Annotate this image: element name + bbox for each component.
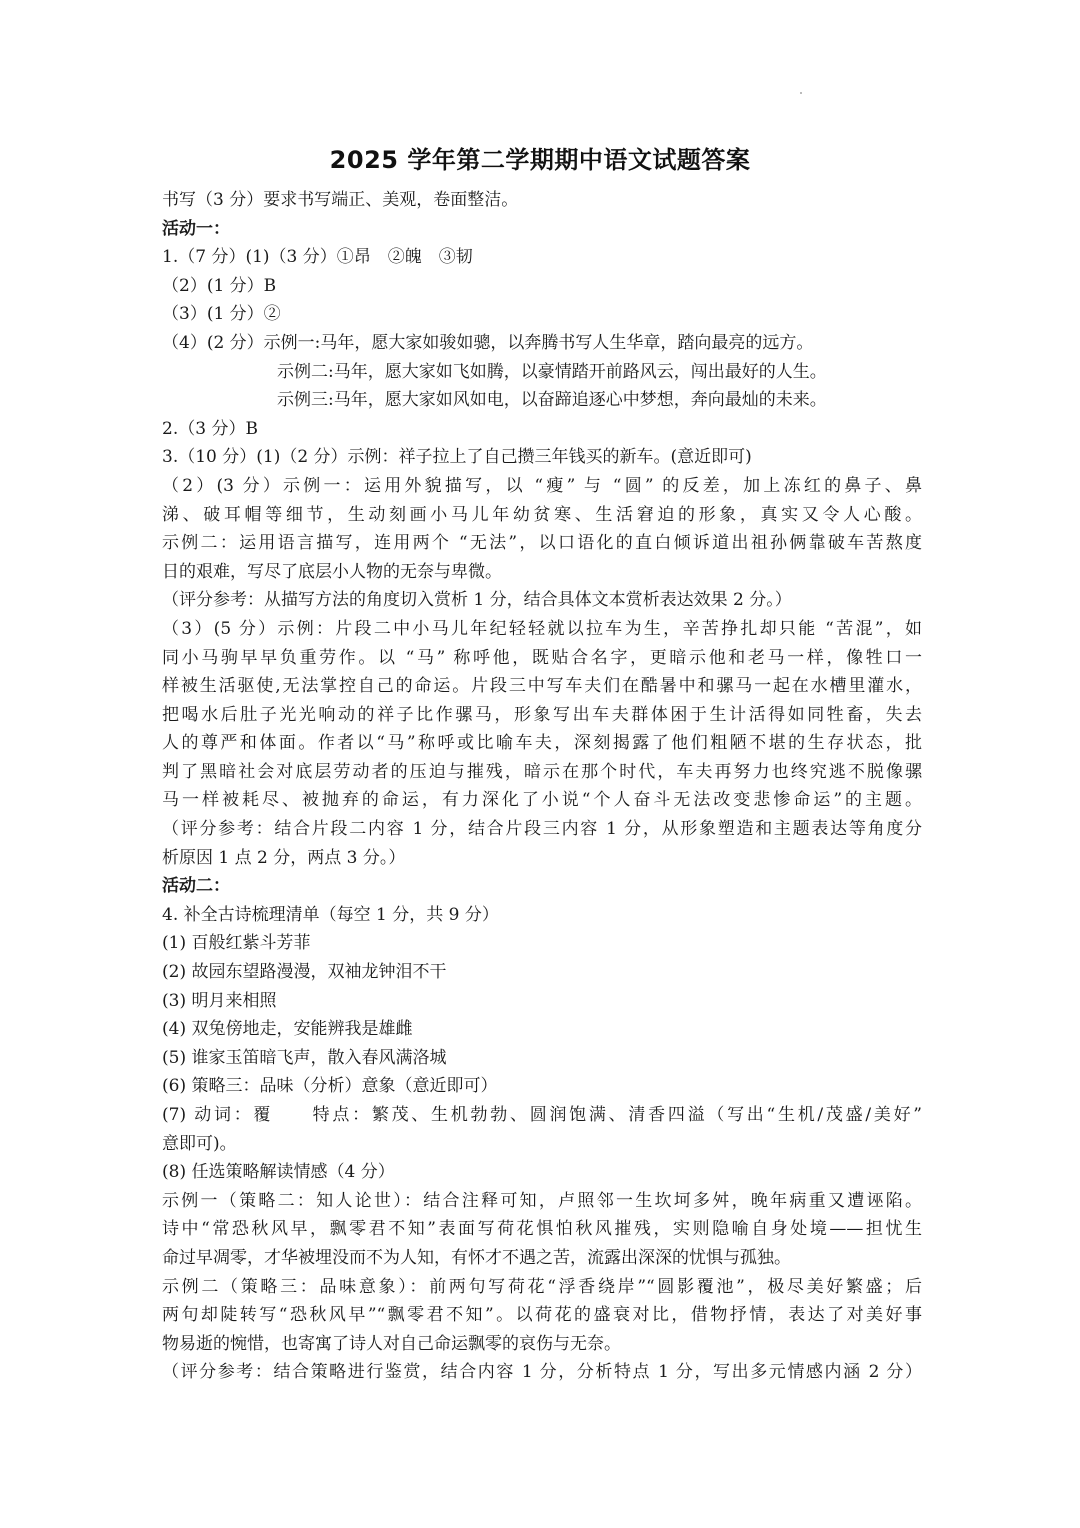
- scan-speck: [800, 92, 802, 94]
- line-q4-4: (4) 双兔傍地走，安能辨我是雄雌: [162, 1019, 413, 1040]
- line-q4-8: (8) 任选策略解读情感（4 分）: [162, 1162, 395, 1183]
- line-q3-3-f: 判了黑暗社会对底层劳动者的压迫与摧残，暗示在那个时代，车夫再努力也终究逃不脱像骡: [162, 761, 922, 782]
- line-q4-3: (3) 明月来相照: [162, 990, 277, 1011]
- line-q3-3-g: 马一样被耗尽、被抛弃的命运，有力深化了小说“个人奋斗无法改变悲惨命运”的主题。: [162, 790, 922, 811]
- line-q1-4-example-3: 示例三:马年，愿大家如风如电，以奋蹄追逐心中梦想，奔向最灿的未来。: [277, 390, 827, 411]
- line-handwriting: 书写（3 分）要求书写端正、美观，卷面整洁。: [162, 190, 519, 210]
- line-q1-4-example-1: （4）(2 分）示例一:马年，愿大家如骏如骢，以奔腾书写人生华章，踏向最亮的远方。: [162, 332, 814, 353]
- section-heading-activity-1: 活动一：: [162, 218, 230, 239]
- line-q4-5: (5) 谁家玉笛暗飞声，散入春风满洛城: [162, 1047, 447, 1068]
- line-q3-3-c: 样被生活驱使,无法掌控自己的命运。片段三中写车夫们在酷暑中和骡马一起在水槽里灌水，: [162, 676, 922, 697]
- line-q4-8-example-1-c: 命过早凋零，才华被埋没而不为人知，有怀才不遇之苦，流露出深深的忧惧与孤独。: [162, 1247, 791, 1268]
- section-heading-activity-2: 活动二：: [162, 876, 230, 897]
- answer-body: [162, 186, 922, 1387]
- line-q4-6: (6) 策略三：品味（分析）意象（意近即可）: [162, 1076, 498, 1097]
- line-q4-8-scoring: （评分参考：结合策略进行鉴赏，结合内容 1 分，分析特点 1 分，写出多元情感内涵 2 分）: [162, 1362, 922, 1383]
- line-q3-2-a: （2）(3 分）示例一：运用外貌描写，以 “瘦” 与 “圆” 的反差，加上冻红的鼻子、鼻: [162, 475, 922, 496]
- line-q3-2-scoring: （评分参考：从描写方法的角度切入赏析 1 分，结合具体文本赏析表达效果 2 分。）: [162, 590, 792, 611]
- line-q1-2: （2）(1 分）B: [162, 275, 277, 296]
- line-q4-8-example-1-a: 示例一（策略二：知人论世）：结合注释可知，卢照邻一生坎坷多舛，晚年病重又遭诬陷。: [162, 1190, 922, 1211]
- line-q3-1: 3.（10 分）(1)（2 分）示例：祥子拉上了自己攒三年钱买的新车。(意近即可): [162, 447, 752, 468]
- line-q1-4-example-2: 示例二:马年，愿大家如飞如腾，以豪情踏开前路风云，闯出最好的人生。: [277, 361, 827, 382]
- line-q4-7-a: (7) 动词：覆 特点：繁茂、生机勃勃、圆润饱满、清香四溢（写出“生机/茂盛/美好”: [162, 1105, 922, 1125]
- line-q4-2: (2) 故园东望路漫漫，双袖龙钟泪不干: [162, 962, 447, 983]
- page-title: 2025 学年第二学期期中语文试题答案: [329, 146, 751, 174]
- line-q3-2-b: 涕、破耳帽等细节，生动刻画小马儿年幼贫寒、生活窘迫的形象，真实又令人心酸。: [162, 504, 922, 525]
- line-q3-2-c: 示例二：运用语言描写，连用两个 “无法”，以口语化的直白倾诉道出祖孙俩靠破车苦熬度: [162, 533, 922, 554]
- line-q3-2-d: 日的艰难，写尽了底层小人物的无奈与卑微。: [162, 561, 502, 582]
- line-q4-7-b: 意即可)。: [162, 1133, 237, 1154]
- line-q3-3-a: （3）(5 分）示例：片段二中小马儿年纪轻轻就以拉车为生，辛苦挣扎却只能 “苦混”，如: [162, 618, 922, 639]
- line-q1: 1.（7 分）(1)（3 分）①昂 ②魄 ③韧: [162, 247, 473, 268]
- line-q4-1: (1) 百般红紫斗芳菲: [162, 933, 311, 954]
- line-q4-8-example-2-b: 两句却陡转写“恐秋风早”“飘零君不知”。以荷花的盛衰对比，借物抒情，表达了对美好事: [162, 1305, 922, 1326]
- line-q3-3-scoring-b: 析原因 1 点 2 分，两点 3 分。）: [162, 847, 406, 868]
- line-q3-3-d: 把喝水后肚子光光响动的祥子比作骡马，形象写出车夫群体困于生计活得如同牲畜，失去: [162, 704, 922, 725]
- line-q2: 2.（3 分）B: [162, 418, 258, 439]
- line-q4-8-example-1-b: 诗中“常恐秋风早，飘零君不知”表面写荷花惧怕秋风摧残，实则隐喻自身处境——担忧生: [162, 1219, 922, 1240]
- line-q4: 4. 补全古诗梳理清单（每空 1 分，共 9 分）: [162, 904, 499, 925]
- line-q1-3: （3）(1 分）②: [162, 304, 281, 325]
- line-q4-8-example-2-a: 示例二（策略三：品味意象）：前两句写荷花“浮香绕岸”“圆影覆池”，极尽美好繁盛；后: [162, 1276, 922, 1297]
- line-q3-3-b: 同小马驹早早负重劳作。以 “马” 称呼他，既贴合名字，更暗示他和老马一样，像牲口一: [162, 647, 922, 668]
- line-q3-3-scoring-a: （评分参考：结合片段二内容 1 分，结合片段三内容 1 分，从形象塑造和主题表达等角度分: [162, 819, 922, 840]
- line-q4-8-example-2-c: 物易逝的惋惜，也寄寓了诗人对自己命运飘零的哀伤与无奈。: [162, 1333, 621, 1354]
- line-q3-3-e: 人的尊严和体面。作者以“马”称呼或比喻车夫，深刻揭露了他们粗陋不堪的生存状态，批: [162, 733, 922, 754]
